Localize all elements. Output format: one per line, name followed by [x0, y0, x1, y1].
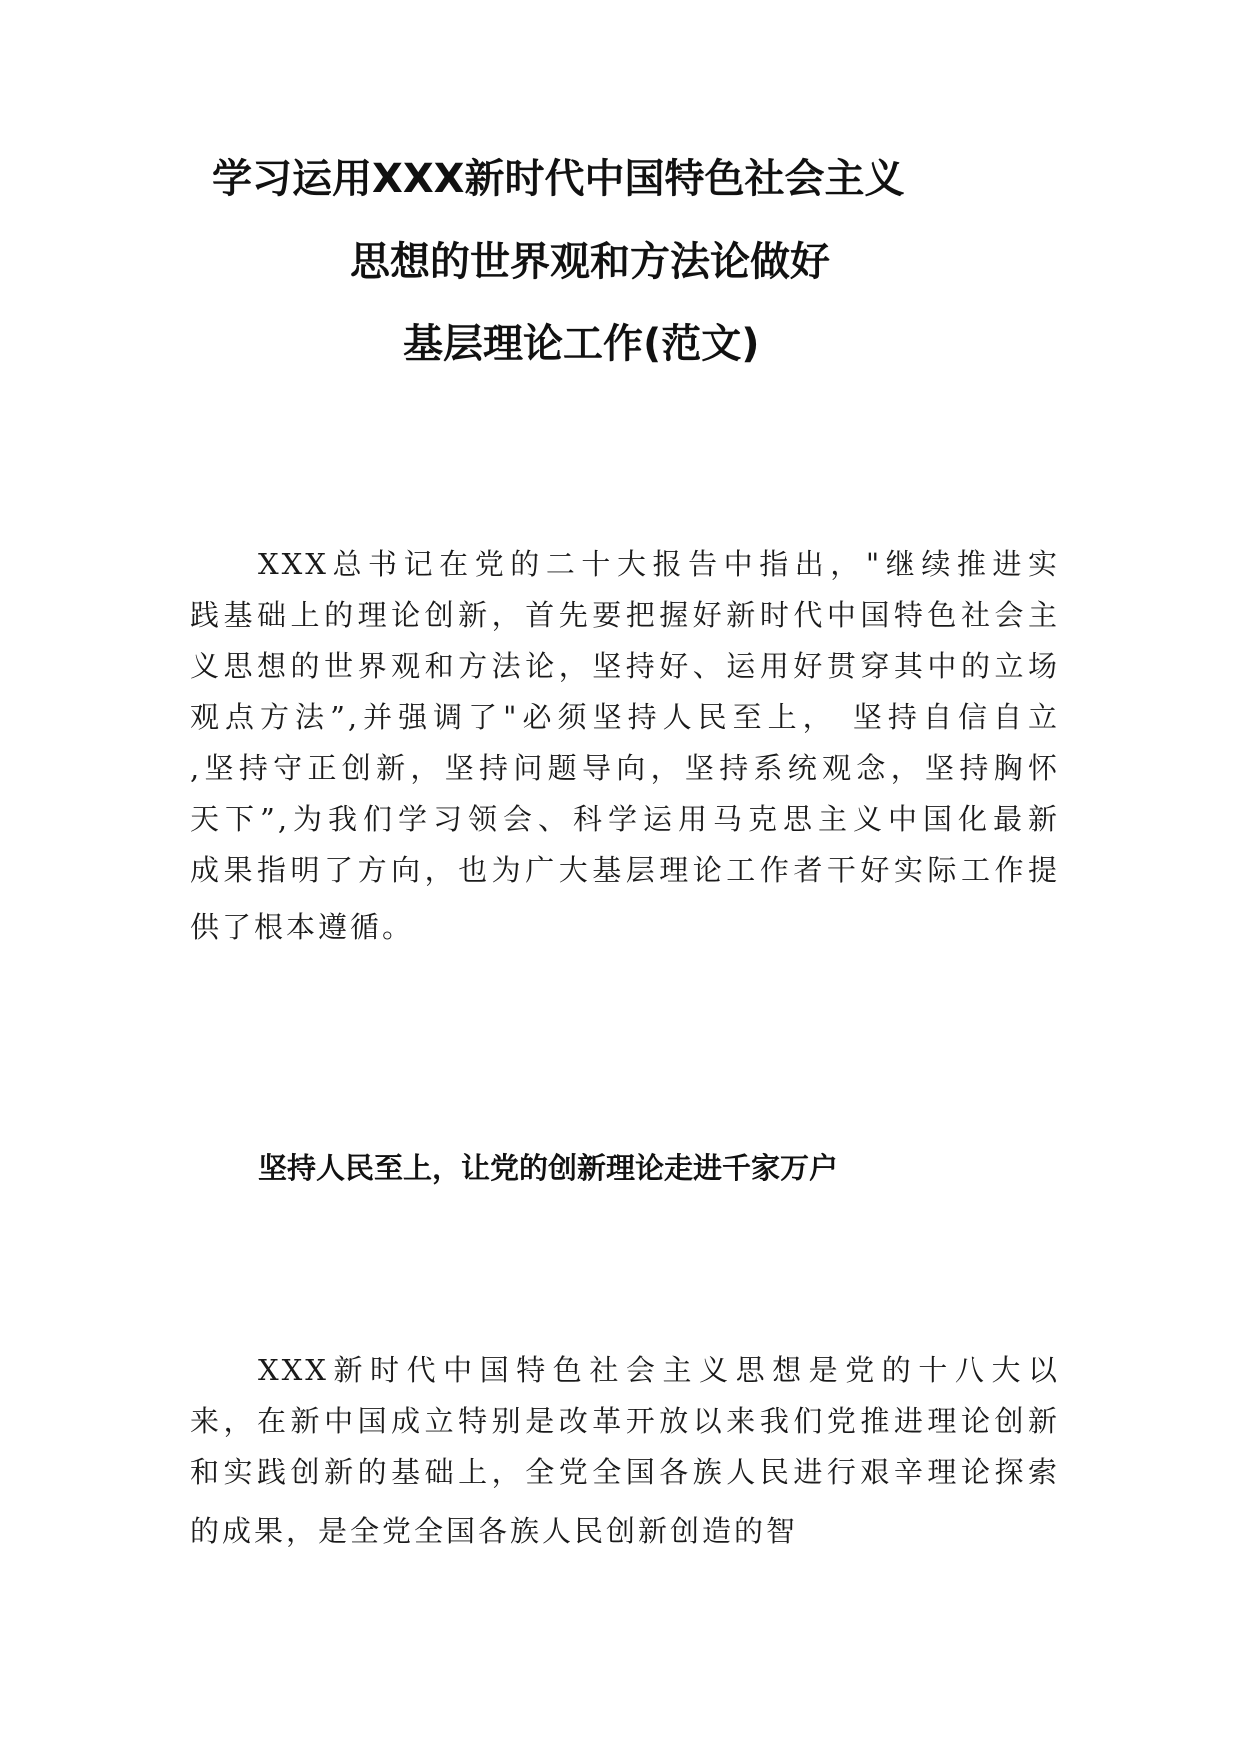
- paragraph-line: ,坚持守正创新，坚持问题导向，坚持系统观念，坚持胸怀: [190, 751, 1060, 785]
- paragraph-line: 和实践创新的基础上，全党全国各族人民进行艰辛理论探索: [190, 1455, 1060, 1489]
- document-title-line-3: 基层理论工作(范文): [403, 321, 760, 367]
- paragraph-line: 义思想的世界观和方法论，坚持好、运用好贯穿其中的立场: [190, 649, 1060, 683]
- document-title-line-1: 学习运用XXX新时代中国特色社会主义: [212, 156, 905, 202]
- paragraph-line: 践基础上的理论创新，首先要把握好新时代中国特色社会主: [190, 598, 1060, 632]
- document-title-line-2: 思想的世界观和方法论做好: [350, 239, 830, 285]
- paragraph-line: 天下”,为我们学习领会、科学运用马克思主义中国化最新: [190, 802, 1060, 836]
- section-heading: 坚持人民至上，让党的创新理论走进千家万户: [258, 1151, 839, 1185]
- paragraph-line: XXX新时代中国特色社会主义思想是党的十八大以: [258, 1353, 1060, 1387]
- paragraph-line: 成果指明了方向，也为广大基层理论工作者干好实际工作提: [190, 853, 1060, 887]
- paragraph-line: 供了根本遵循。: [190, 910, 415, 944]
- section-paragraph: [190, 1345, 1060, 1557]
- paragraph-line: 来，在新中国成立特别是改革开放以来我们党推进理论创新: [190, 1404, 1060, 1438]
- paragraph-line: 观点方法”,并强调了"必须坚持人民至上， 坚持自信自立: [190, 700, 1060, 734]
- intro-paragraph: [190, 539, 1060, 953]
- paragraph-line: XXX总书记在党的二十大报告中指出，"继续推进实: [258, 547, 1060, 581]
- paragraph-line: 的成果，是全党全国各族人民创新创造的智: [190, 1514, 799, 1548]
